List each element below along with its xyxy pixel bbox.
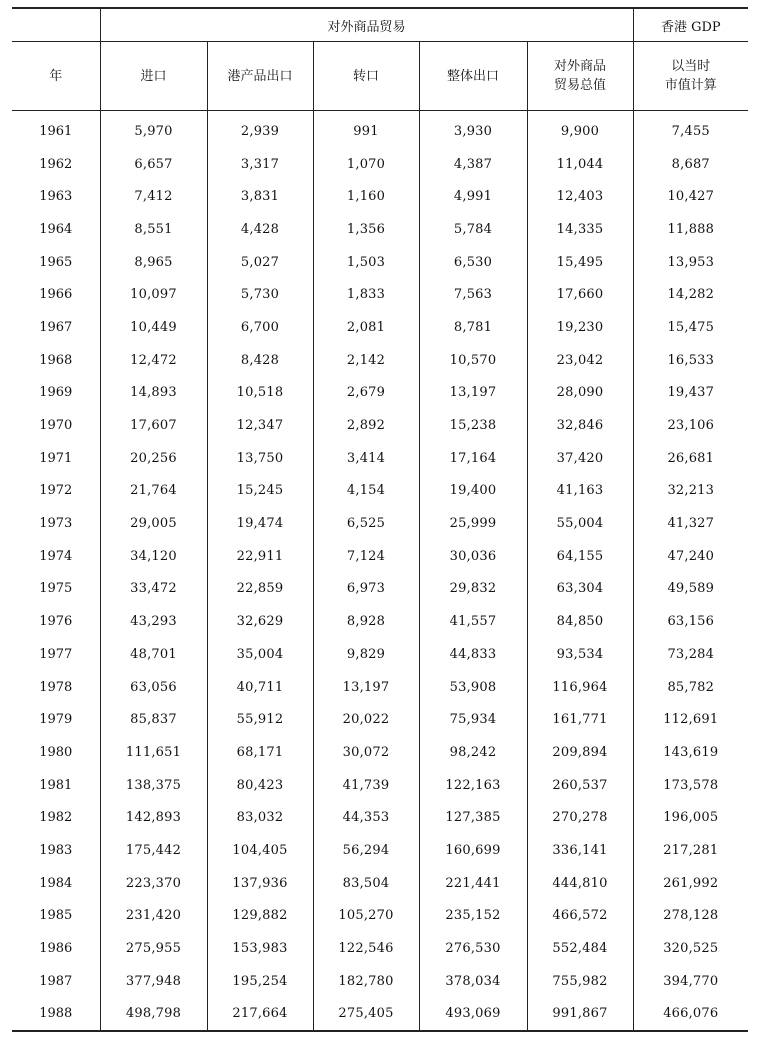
cell-gdp: 112,691 [663, 712, 719, 728]
cell-imports: 48,701 [100, 638, 207, 671]
cell-total-trade: 444,810 [527, 867, 633, 900]
cell-gdp: 10,427 [667, 189, 715, 205]
cell-domestic-exports: 22,911 [207, 540, 313, 573]
table-row [12, 507, 748, 540]
cell-imports: 85,837 [100, 703, 207, 736]
table-row [12, 834, 748, 867]
cell-total-trade: 14,335 [527, 213, 633, 246]
cell-total-exports: 6,530 [419, 246, 527, 279]
cell-re-exports: 2,142 [313, 344, 419, 377]
trade-table [12, 7, 748, 1032]
cell-imports: 14,893 [100, 377, 207, 410]
cell-domestic-exports: 13,750 [207, 442, 313, 475]
header-gdp-group: 香港 GDP [633, 8, 748, 42]
cell-total-trade: 32,846 [527, 409, 633, 442]
cell-domestic-exports: 55,912 [207, 703, 313, 736]
table-row [12, 180, 748, 213]
cell-domestic-exports: 32,629 [207, 605, 313, 638]
table-row [12, 409, 748, 442]
cell-year: 1981 [12, 769, 100, 802]
header-domestic-exports: 港产品出口 [207, 42, 313, 111]
cell-total-trade: 336,141 [527, 834, 633, 867]
table-row [12, 671, 748, 704]
cell-domestic-exports: 68,171 [207, 736, 313, 769]
cell-re-exports: 41,739 [313, 769, 419, 802]
cell-year: 1972 [12, 475, 100, 508]
cell-total-exports: 493,069 [419, 998, 527, 1032]
cell-gdp: 85,782 [667, 679, 715, 695]
cell-domestic-exports: 19,474 [207, 507, 313, 540]
cell-gdp: 196,005 [663, 810, 719, 826]
cell-total-exports: 75,934 [419, 703, 527, 736]
cell-gdp: 63,156 [667, 614, 715, 630]
cell-total-exports: 10,570 [419, 344, 527, 377]
header-trade-group: 对外商品贸易 [100, 8, 633, 42]
cell-re-exports: 2,892 [313, 409, 419, 442]
table-row [12, 703, 748, 736]
cell-total-trade: 116,964 [527, 671, 633, 704]
table-row [12, 475, 748, 508]
table-row [12, 573, 748, 606]
cell-domestic-exports: 6,700 [207, 311, 313, 344]
cell-gdp: 47,240 [667, 548, 715, 564]
table-row [12, 377, 748, 410]
cell-total-trade: 260,537 [527, 769, 633, 802]
cell-total-exports: 19,400 [419, 475, 527, 508]
cell-total-trade: 991,867 [527, 998, 633, 1032]
cell-year: 1962 [12, 148, 100, 181]
cell-gdp: 278,128 [663, 908, 719, 924]
cell-total-trade: 209,894 [527, 736, 633, 769]
cell-domestic-exports: 129,882 [207, 900, 313, 933]
cell-imports: 63,056 [100, 671, 207, 704]
cell-total-trade: 55,004 [527, 507, 633, 540]
cell-year: 1969 [12, 377, 100, 410]
cell-total-trade: 552,484 [527, 932, 633, 965]
cell-domestic-exports: 217,664 [207, 998, 313, 1032]
cell-re-exports: 44,353 [313, 801, 419, 834]
cell-total-exports: 8,781 [419, 311, 527, 344]
table-row [12, 213, 748, 246]
cell-re-exports: 122,546 [313, 932, 419, 965]
cell-total-trade: 12,403 [527, 180, 633, 213]
table-row [12, 540, 748, 573]
cell-total-exports: 160,699 [419, 834, 527, 867]
cell-total-exports: 122,163 [419, 769, 527, 802]
cell-re-exports: 991 [313, 111, 419, 148]
cell-imports: 10,097 [100, 278, 207, 311]
cell-domestic-exports: 4,428 [207, 213, 313, 246]
cell-total-exports: 15,238 [419, 409, 527, 442]
cell-gdp: 217,281 [663, 842, 719, 858]
cell-total-exports: 276,530 [419, 932, 527, 965]
cell-year: 1965 [12, 246, 100, 279]
header-total-trade-line2: 贸易总值 [554, 78, 607, 93]
cell-re-exports: 7,124 [313, 540, 419, 573]
cell-imports: 33,472 [100, 573, 207, 606]
cell-year: 1977 [12, 638, 100, 671]
cell-re-exports: 4,154 [313, 475, 419, 508]
table-row [12, 638, 748, 671]
cell-total-trade: 28,090 [527, 377, 633, 410]
cell-total-trade: 64,155 [527, 540, 633, 573]
header-gdp [633, 42, 748, 111]
cell-year: 1985 [12, 900, 100, 933]
cell-re-exports: 1,356 [313, 213, 419, 246]
table-row [12, 736, 748, 769]
cell-total-trade: 15,495 [527, 246, 633, 279]
cell-gdp: 73,284 [667, 646, 715, 662]
cell-re-exports: 105,270 [313, 900, 419, 933]
cell-gdp: 7,455 [671, 123, 710, 139]
cell-year: 1982 [12, 801, 100, 834]
cell-year: 1967 [12, 311, 100, 344]
cell-imports: 43,293 [100, 605, 207, 638]
cell-total-trade: 19,230 [527, 311, 633, 344]
cell-total-exports: 53,908 [419, 671, 527, 704]
cell-domestic-exports: 104,405 [207, 834, 313, 867]
table-row [12, 148, 748, 181]
cell-total-trade: 84,850 [527, 605, 633, 638]
cell-gdp: 261,992 [663, 875, 719, 891]
cell-total-exports: 25,999 [419, 507, 527, 540]
cell-imports: 8,551 [100, 213, 207, 246]
cell-re-exports: 13,197 [313, 671, 419, 704]
cell-year: 1961 [12, 111, 100, 148]
cell-imports: 8,965 [100, 246, 207, 279]
cell-imports: 175,442 [100, 834, 207, 867]
cell-gdp: 173,578 [663, 777, 719, 793]
header-total-exports: 整体出口 [419, 42, 527, 111]
cell-year: 1987 [12, 965, 100, 998]
header-year: 年 [12, 42, 100, 111]
cell-year: 1979 [12, 703, 100, 736]
cell-re-exports: 30,072 [313, 736, 419, 769]
cell-year: 1971 [12, 442, 100, 475]
cell-imports: 20,256 [100, 442, 207, 475]
cell-imports: 29,005 [100, 507, 207, 540]
cell-year: 1973 [12, 507, 100, 540]
cell-year: 1986 [12, 932, 100, 965]
cell-domestic-exports: 137,936 [207, 867, 313, 900]
cell-total-exports: 98,242 [419, 736, 527, 769]
cell-domestic-exports: 3,831 [207, 180, 313, 213]
header-blank-cell [12, 8, 100, 42]
header-imports: 进口 [100, 42, 207, 111]
cell-re-exports: 1,070 [313, 148, 419, 181]
cell-domestic-exports: 15,245 [207, 475, 313, 508]
cell-gdp: 16,533 [667, 352, 715, 368]
cell-gdp: 32,213 [667, 483, 715, 499]
cell-domestic-exports: 10,518 [207, 377, 313, 410]
cell-re-exports: 275,405 [313, 998, 419, 1032]
cell-domestic-exports: 5,730 [207, 278, 313, 311]
cell-domestic-exports: 35,004 [207, 638, 313, 671]
cell-domestic-exports: 8,428 [207, 344, 313, 377]
cell-gdp: 19,437 [667, 385, 715, 401]
cell-domestic-exports: 2,939 [207, 111, 313, 148]
cell-domestic-exports: 153,983 [207, 932, 313, 965]
cell-domestic-exports: 80,423 [207, 769, 313, 802]
cell-imports: 5,970 [100, 111, 207, 148]
cell-total-exports: 29,832 [419, 573, 527, 606]
table-header [12, 8, 748, 111]
cell-year: 1974 [12, 540, 100, 573]
cell-total-exports: 7,563 [419, 278, 527, 311]
cell-total-exports: 30,036 [419, 540, 527, 573]
cell-year: 1963 [12, 180, 100, 213]
table-row [12, 932, 748, 965]
header-re-exports: 转口 [313, 42, 419, 111]
cell-re-exports: 8,928 [313, 605, 419, 638]
table-row [12, 769, 748, 802]
cell-imports: 142,893 [100, 801, 207, 834]
cell-total-exports: 378,034 [419, 965, 527, 998]
cell-domestic-exports: 22,859 [207, 573, 313, 606]
cell-total-exports: 3,930 [419, 111, 527, 148]
cell-gdp: 14,282 [667, 287, 715, 303]
table-body [12, 111, 748, 1032]
cell-imports: 7,412 [100, 180, 207, 213]
cell-gdp: 15,475 [667, 319, 715, 335]
table-row [12, 998, 748, 1032]
cell-total-exports: 221,441 [419, 867, 527, 900]
cell-gdp: 23,106 [667, 418, 715, 434]
cell-domestic-exports: 83,032 [207, 801, 313, 834]
cell-gdp: 320,525 [663, 941, 719, 957]
cell-total-exports: 17,164 [419, 442, 527, 475]
cell-re-exports: 83,504 [313, 867, 419, 900]
cell-domestic-exports: 3,317 [207, 148, 313, 181]
table-row [12, 965, 748, 998]
cell-total-trade: 17,660 [527, 278, 633, 311]
table-row [12, 344, 748, 377]
cell-gdp: 11,888 [667, 221, 715, 237]
cell-total-trade: 161,771 [527, 703, 633, 736]
cell-gdp: 26,681 [667, 450, 715, 466]
cell-gdp: 41,327 [667, 516, 715, 532]
cell-total-trade: 9,900 [527, 111, 633, 148]
cell-re-exports: 2,679 [313, 377, 419, 410]
cell-imports: 21,764 [100, 475, 207, 508]
cell-year: 1980 [12, 736, 100, 769]
cell-total-trade: 93,534 [527, 638, 633, 671]
cell-imports: 138,375 [100, 769, 207, 802]
cell-re-exports: 6,973 [313, 573, 419, 606]
cell-gdp: 13,953 [667, 254, 715, 270]
table-row [12, 801, 748, 834]
table-row [12, 867, 748, 900]
cell-total-trade: 270,278 [527, 801, 633, 834]
cell-re-exports: 1,833 [313, 278, 419, 311]
cell-domestic-exports: 12,347 [207, 409, 313, 442]
cell-year: 1983 [12, 834, 100, 867]
cell-total-trade: 37,420 [527, 442, 633, 475]
cell-imports: 34,120 [100, 540, 207, 573]
cell-gdp: 49,589 [667, 581, 715, 597]
cell-imports: 231,420 [100, 900, 207, 933]
cell-total-trade: 63,304 [527, 573, 633, 606]
cell-year: 1964 [12, 213, 100, 246]
table-row [12, 605, 748, 638]
header-total-trade-line1: 对外商品 [554, 59, 607, 74]
cell-total-trade: 755,982 [527, 965, 633, 998]
header-row-columns [12, 42, 748, 111]
cell-imports: 498,798 [100, 998, 207, 1032]
table-row [12, 111, 748, 148]
cell-gdp: 394,770 [663, 973, 719, 989]
cell-re-exports: 9,829 [313, 638, 419, 671]
cell-total-trade: 41,163 [527, 475, 633, 508]
cell-domestic-exports: 195,254 [207, 965, 313, 998]
cell-year: 1984 [12, 867, 100, 900]
table-row [12, 311, 748, 344]
cell-year: 1966 [12, 278, 100, 311]
cell-total-exports: 44,833 [419, 638, 527, 671]
table-row [12, 442, 748, 475]
cell-gdp: 8,687 [671, 156, 710, 172]
cell-total-exports: 5,784 [419, 213, 527, 246]
cell-total-trade: 23,042 [527, 344, 633, 377]
cell-year: 1976 [12, 605, 100, 638]
cell-re-exports: 1,503 [313, 246, 419, 279]
cell-domestic-exports: 40,711 [207, 671, 313, 704]
header-row-group [12, 8, 748, 42]
cell-total-exports: 41,557 [419, 605, 527, 638]
cell-total-exports: 127,385 [419, 801, 527, 834]
cell-total-trade: 466,572 [527, 900, 633, 933]
cell-year: 1975 [12, 573, 100, 606]
cell-imports: 12,472 [100, 344, 207, 377]
cell-re-exports: 56,294 [313, 834, 419, 867]
cell-total-exports: 235,152 [419, 900, 527, 933]
cell-year: 1968 [12, 344, 100, 377]
cell-imports: 10,449 [100, 311, 207, 344]
cell-gdp: 143,619 [663, 744, 719, 760]
cell-imports: 17,607 [100, 409, 207, 442]
table-row [12, 246, 748, 279]
cell-year: 1970 [12, 409, 100, 442]
cell-re-exports: 182,780 [313, 965, 419, 998]
cell-total-exports: 4,991 [419, 180, 527, 213]
cell-year: 1978 [12, 671, 100, 704]
cell-re-exports: 20,022 [313, 703, 419, 736]
cell-re-exports: 6,525 [313, 507, 419, 540]
cell-re-exports: 1,160 [313, 180, 419, 213]
header-gdp-line1: 以当时 [671, 59, 711, 74]
header-gdp-line2: 市值计算 [664, 78, 717, 93]
cell-gdp: 466,076 [633, 998, 748, 1032]
header-total-trade [527, 42, 633, 111]
table-row [12, 278, 748, 311]
cell-imports: 377,948 [100, 965, 207, 998]
table-row [12, 900, 748, 933]
cell-total-exports: 4,387 [419, 148, 527, 181]
cell-imports: 275,955 [100, 932, 207, 965]
cell-imports: 6,657 [100, 148, 207, 181]
cell-year: 1988 [12, 998, 100, 1032]
cell-total-exports: 13,197 [419, 377, 527, 410]
cell-re-exports: 3,414 [313, 442, 419, 475]
cell-total-trade: 11,044 [527, 148, 633, 181]
cell-imports: 223,370 [100, 867, 207, 900]
cell-re-exports: 2,081 [313, 311, 419, 344]
cell-domestic-exports: 5,027 [207, 246, 313, 279]
cell-imports: 111,651 [100, 736, 207, 769]
